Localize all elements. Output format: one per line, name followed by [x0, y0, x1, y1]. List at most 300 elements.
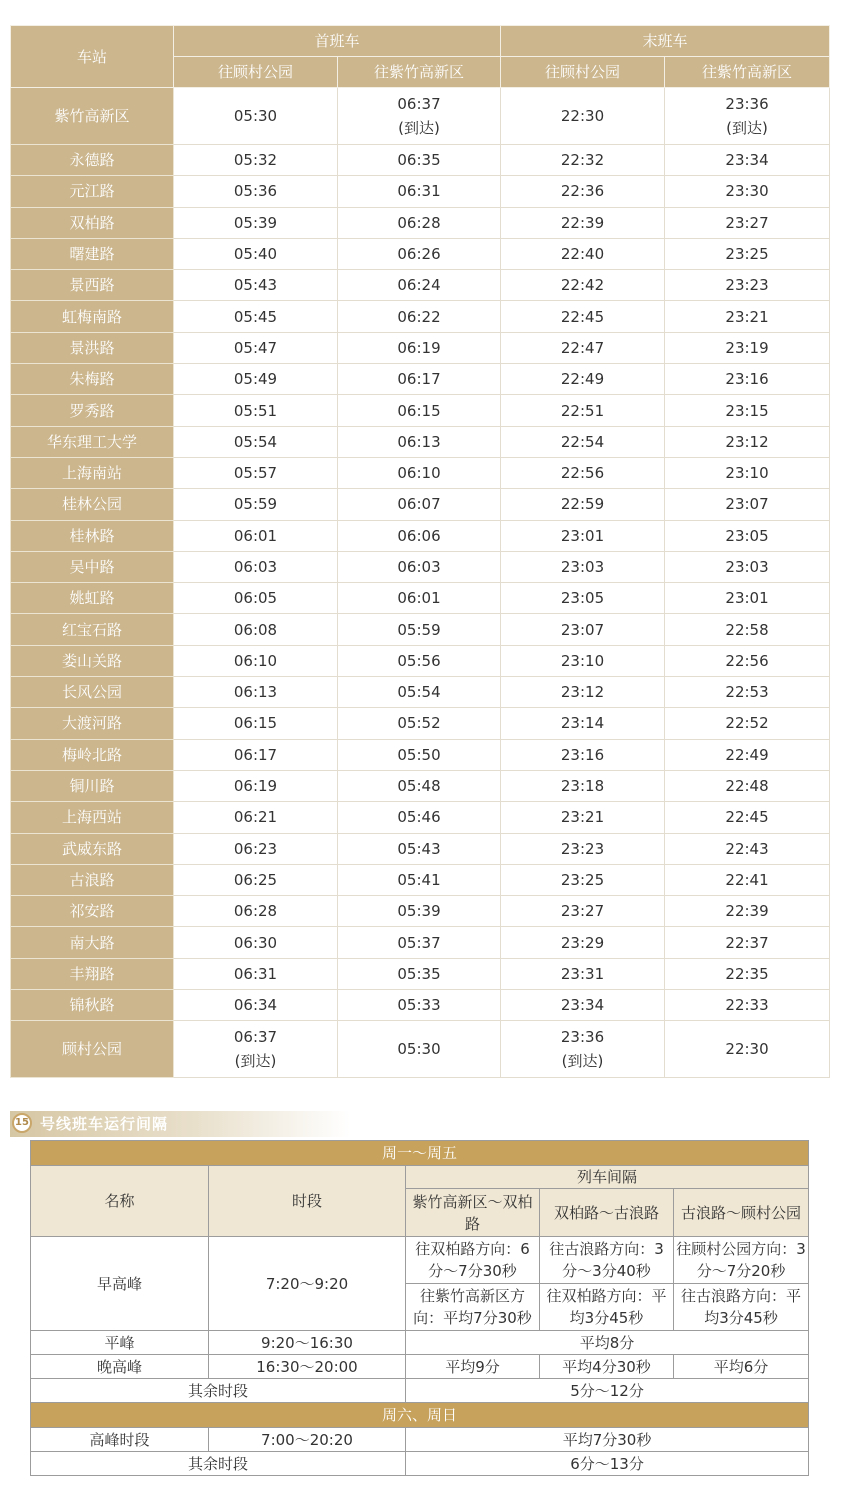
- time-value: 23:34: [560, 996, 605, 1015]
- am-peak-seg1-b: 往紫竹高新区方向：平均7分30秒: [406, 1284, 540, 1331]
- arrival-note: (到达): [726, 119, 768, 137]
- time-cell-first-gucun: [174, 1021, 338, 1078]
- station-name: 古浪路: [11, 864, 174, 895]
- station-name: 曙建路: [11, 238, 174, 269]
- time-cell-first-gucun: [174, 927, 338, 958]
- time-value: 22:33: [725, 996, 769, 1015]
- time-value: 05:32: [233, 151, 278, 170]
- time-cell-last-gucun: [501, 583, 665, 614]
- time-value: 22:40: [560, 245, 605, 264]
- time-cell-last-zizhu: [665, 551, 830, 582]
- time-cell-last-zizhu: [665, 864, 830, 895]
- time-value: 06:30: [233, 933, 278, 952]
- time-value: 22:54: [560, 432, 605, 451]
- col-name-header: 名称: [31, 1166, 209, 1237]
- time-value: 23:29: [560, 933, 605, 952]
- time-cell-last-gucun: [501, 958, 665, 989]
- time-value: 22:48: [725, 777, 769, 796]
- time-cell-last-gucun: [501, 457, 665, 488]
- time-cell-first-zizhu: [338, 238, 501, 269]
- other-weekday-name: 其余时段: [31, 1379, 406, 1403]
- time-value: 06:25: [233, 870, 278, 889]
- time-cell-last-zizhu: [665, 833, 830, 864]
- time-value: 23:23: [725, 276, 769, 295]
- time-value: 22:49: [560, 370, 605, 389]
- time-value: 05:51: [233, 401, 278, 420]
- time-value: 22:45: [560, 307, 605, 326]
- time-cell-last-zizhu: [665, 708, 830, 739]
- time-cell-first-gucun: [174, 207, 338, 238]
- station-name: 红宝石路: [11, 614, 174, 645]
- station-name: 双柏路: [11, 207, 174, 238]
- time-value: 06:23: [233, 839, 278, 858]
- time-cell-first-gucun: [174, 677, 338, 708]
- time-cell-last-zizhu: [665, 88, 830, 145]
- time-value: 06:37: [233, 1028, 278, 1047]
- time-cell-last-zizhu: [665, 332, 830, 363]
- time-cell-last-gucun: [501, 770, 665, 801]
- time-value: 23:31: [560, 964, 605, 983]
- time-cell-first-zizhu: [338, 958, 501, 989]
- time-cell-last-zizhu: [665, 457, 830, 488]
- time-value: 06:15: [233, 714, 278, 733]
- pm-peak-period: 16:30～20:00: [209, 1355, 406, 1379]
- time-value: 05:49: [233, 370, 278, 389]
- time-value: 05:59: [233, 495, 278, 514]
- time-cell-last-gucun: [501, 1021, 665, 1078]
- time-value: 23:01: [725, 589, 769, 608]
- time-value: 06:34: [233, 996, 278, 1015]
- table-row: [11, 270, 830, 301]
- time-value: 06:10: [397, 464, 441, 483]
- station-name: 梅岭北路: [11, 739, 174, 770]
- table-row: [11, 551, 830, 582]
- arrival-note: (到达): [561, 1052, 604, 1071]
- time-value: 06:35: [397, 151, 441, 170]
- time-value: 06:05: [233, 589, 278, 608]
- time-cell-first-zizhu: [338, 176, 501, 207]
- time-cell-last-gucun: [501, 645, 665, 676]
- time-cell-last-gucun: [501, 88, 665, 145]
- time-value: 06:10: [233, 651, 278, 670]
- time-value: 23:36: [560, 1028, 605, 1047]
- station-name: 南大路: [11, 927, 174, 958]
- station-name: 朱梅路: [11, 364, 174, 395]
- pm-peak-seg1: 平均9分: [406, 1355, 540, 1379]
- time-value: 22:47: [560, 338, 605, 357]
- time-cell-last-zizhu: [665, 802, 830, 833]
- time-cell-last-gucun: [501, 426, 665, 457]
- time-value: 06:28: [397, 213, 441, 232]
- table-row: [11, 395, 830, 426]
- time-cell-last-zizhu: [665, 958, 830, 989]
- station-name: 元江路: [11, 176, 174, 207]
- time-value: 05:37: [397, 933, 441, 952]
- time-cell-last-gucun: [501, 927, 665, 958]
- time-cell-last-gucun: [501, 677, 665, 708]
- time-value: 05:59: [397, 620, 441, 639]
- time-cell-first-zizhu: [338, 896, 501, 927]
- table-row: [11, 301, 830, 332]
- table-row: [11, 739, 830, 770]
- weekend-peak-value: 平均7分30秒: [406, 1428, 809, 1452]
- time-value: 22:30: [725, 1040, 769, 1059]
- station-name: 桂林路: [11, 520, 174, 551]
- table-row: [11, 332, 830, 363]
- table-row: [11, 520, 830, 551]
- time-cell-first-gucun: [174, 864, 338, 895]
- table-row: [11, 1021, 830, 1078]
- time-value: 23:12: [560, 683, 605, 702]
- time-value: 05:30: [233, 107, 278, 125]
- time-value: 22:41: [725, 870, 769, 889]
- time-cell-first-zizhu: [338, 364, 501, 395]
- time-cell-first-gucun: [174, 708, 338, 739]
- header-first-dir-gucun: 往顾村公园: [174, 57, 338, 88]
- header-last-dir-gucun: 往顾村公园: [501, 57, 665, 88]
- time-cell-first-gucun: [174, 551, 338, 582]
- time-cell-first-zizhu: [338, 614, 501, 645]
- time-value: 23:14: [560, 714, 605, 733]
- station-name: 吴中路: [11, 551, 174, 582]
- weekend-peak-name: 高峰时段: [31, 1428, 209, 1452]
- time-cell-last-zizhu: [665, 614, 830, 645]
- time-value: 05:57: [233, 464, 278, 483]
- time-value: 05:54: [397, 683, 441, 702]
- time-value: 05:48: [397, 777, 441, 796]
- time-cell-last-gucun: [501, 301, 665, 332]
- time-value: 05:54: [233, 432, 278, 451]
- time-cell-first-zizhu: [338, 301, 501, 332]
- station-name: 丰翔路: [11, 958, 174, 989]
- time-cell-last-gucun: [501, 739, 665, 770]
- header-first-train: 首班车: [174, 26, 501, 57]
- time-value: 22:36: [560, 182, 605, 201]
- time-cell-first-zizhu: [338, 520, 501, 551]
- table-row: [11, 583, 830, 614]
- segment-1-header: 紫竹高新区～双柏路: [406, 1189, 540, 1237]
- time-value: 05:41: [397, 870, 441, 889]
- time-value: 22:56: [560, 464, 605, 483]
- time-value: 05:40: [233, 245, 278, 264]
- time-value: 23:07: [560, 620, 605, 639]
- arrival-note: (到达): [398, 119, 440, 137]
- time-value: 22:43: [725, 839, 769, 858]
- am-peak-seg2-a: 往古浪路方向：3分～3分40秒: [540, 1237, 674, 1284]
- station-name: 华东理工大学: [11, 426, 174, 457]
- header-station: 车站: [11, 26, 174, 88]
- time-value: 22:59: [560, 495, 605, 514]
- time-value: 05:43: [233, 276, 278, 295]
- col-interval-header: 列车间隔: [406, 1166, 809, 1189]
- time-cell-last-zizhu: [665, 583, 830, 614]
- time-cell-first-gucun: [174, 426, 338, 457]
- time-value: 23:05: [725, 526, 769, 545]
- time-value: 23:05: [560, 589, 605, 608]
- time-cell-first-zizhu: [338, 395, 501, 426]
- time-cell-first-zizhu: [338, 332, 501, 363]
- time-cell-last-zizhu: [665, 270, 830, 301]
- table-row: [11, 457, 830, 488]
- time-value: 22:58: [725, 620, 769, 639]
- am-peak-name: 早高峰: [31, 1237, 209, 1331]
- time-cell-first-zizhu: [338, 770, 501, 801]
- time-value: 05:45: [233, 307, 278, 326]
- time-cell-first-gucun: [174, 270, 338, 301]
- station-name: 姚虹路: [11, 583, 174, 614]
- time-value: 22:52: [725, 714, 769, 733]
- time-value: 23:19: [725, 338, 769, 357]
- time-cell-last-zizhu: [665, 301, 830, 332]
- table-row: [11, 833, 830, 864]
- time-value: 22:56: [725, 651, 769, 670]
- time-cell-last-gucun: [501, 802, 665, 833]
- time-value: 05:39: [233, 213, 278, 232]
- table-row: [11, 770, 830, 801]
- time-cell-last-gucun: [501, 207, 665, 238]
- am-peak-period: 7:20～9:20: [209, 1237, 406, 1331]
- time-value: 06:08: [233, 620, 278, 639]
- weekday-band: 周一～周五: [31, 1141, 809, 1166]
- time-value: 23:25: [725, 245, 769, 264]
- time-value: 23:03: [560, 558, 605, 576]
- time-value: 23:15: [725, 401, 769, 420]
- time-value: 22:32: [560, 151, 605, 170]
- table-row: [11, 802, 830, 833]
- time-cell-first-zizhu: [338, 1021, 501, 1078]
- time-cell-first-zizhu: [338, 864, 501, 895]
- time-value: 06:21: [233, 808, 278, 827]
- time-value: 05:30: [397, 1040, 441, 1059]
- time-value: 06:31: [397, 182, 441, 201]
- time-value: 22:53: [725, 683, 769, 702]
- time-cell-first-gucun: [174, 332, 338, 363]
- time-value: 23:16: [560, 745, 605, 764]
- other-weekday-value: 5分～12分: [406, 1379, 809, 1403]
- time-cell-last-zizhu: [665, 520, 830, 551]
- header-first-dir-zizhu: 往紫竹高新区: [338, 57, 501, 88]
- time-cell-first-zizhu: [338, 270, 501, 301]
- time-cell-first-zizhu: [338, 457, 501, 488]
- station-name: 顾村公园: [11, 1021, 174, 1078]
- station-name: 长风公园: [11, 677, 174, 708]
- time-value: 05:50: [397, 745, 441, 764]
- time-value: 06:31: [233, 964, 278, 983]
- time-value: 22:35: [725, 964, 769, 983]
- time-cell-last-gucun: [501, 489, 665, 520]
- time-value: 06:17: [397, 370, 441, 389]
- pm-peak-seg3: 平均6分: [674, 1355, 809, 1379]
- time-cell-first-gucun: [174, 88, 338, 145]
- time-cell-first-gucun: [174, 990, 338, 1021]
- time-value: 23:23: [560, 839, 605, 858]
- time-cell-last-gucun: [501, 145, 665, 176]
- off-peak-name: 平峰: [31, 1331, 209, 1355]
- table-row: [11, 145, 830, 176]
- time-cell-last-zizhu: [665, 176, 830, 207]
- table-row: [11, 645, 830, 676]
- time-cell-first-zizhu: [338, 551, 501, 582]
- time-value: 23:03: [725, 558, 769, 576]
- time-cell-last-zizhu: [665, 645, 830, 676]
- time-cell-first-gucun: [174, 145, 338, 176]
- table-row: [11, 708, 830, 739]
- time-value: 06:03: [397, 558, 441, 576]
- time-value: 05:36: [233, 182, 278, 201]
- time-value: 06:19: [397, 338, 441, 357]
- time-cell-first-zizhu: [338, 677, 501, 708]
- station-name: 大渡河路: [11, 708, 174, 739]
- time-cell-first-gucun: [174, 301, 338, 332]
- time-cell-first-gucun: [174, 238, 338, 269]
- time-cell-first-gucun: [174, 489, 338, 520]
- time-value: 05:33: [397, 996, 441, 1015]
- time-value: 23:21: [725, 307, 769, 326]
- time-value: 06:26: [397, 245, 441, 264]
- table-row: [11, 927, 830, 958]
- time-cell-last-zizhu: [665, 990, 830, 1021]
- time-value: 06:22: [397, 307, 441, 326]
- table-row: [11, 896, 830, 927]
- station-name: 桂林公园: [11, 489, 174, 520]
- station-name: 上海西站: [11, 802, 174, 833]
- arrival-note: (到达): [234, 1052, 277, 1071]
- other-weekend-value: 6分～13分: [406, 1452, 809, 1476]
- time-value: 22:51: [560, 401, 605, 420]
- time-cell-last-gucun: [501, 395, 665, 426]
- time-cell-last-zizhu: [665, 238, 830, 269]
- time-cell-first-gucun: [174, 520, 338, 551]
- time-cell-first-gucun: [174, 770, 338, 801]
- am-peak-seg1-a: 往双柏路方向：6分～7分30秒: [406, 1237, 540, 1284]
- time-cell-last-zizhu: [665, 426, 830, 457]
- time-value: 05:52: [397, 714, 441, 733]
- time-cell-first-zizhu: [338, 426, 501, 457]
- time-cell-first-gucun: [174, 176, 338, 207]
- time-cell-last-zizhu: [665, 927, 830, 958]
- time-cell-first-zizhu: [338, 145, 501, 176]
- time-cell-last-gucun: [501, 708, 665, 739]
- station-name: 娄山关路: [11, 645, 174, 676]
- time-cell-last-gucun: [501, 896, 665, 927]
- station-name: 永德路: [11, 145, 174, 176]
- table-row: [11, 864, 830, 895]
- time-value: 06:37: [397, 95, 441, 113]
- time-value: 22:42: [560, 276, 605, 295]
- station-name: 锦秋路: [11, 990, 174, 1021]
- time-value: 05:46: [397, 808, 441, 827]
- table-row: [11, 958, 830, 989]
- time-value: 23:07: [725, 495, 769, 514]
- table-row: [11, 88, 830, 145]
- time-value: 06:06: [397, 526, 441, 545]
- time-value: 05:39: [397, 902, 441, 921]
- time-cell-first-zizhu: [338, 802, 501, 833]
- table-row: [11, 238, 830, 269]
- am-peak-seg3-a: 往顾村公园方向：3分～7分20秒: [674, 1237, 809, 1284]
- time-cell-last-gucun: [501, 520, 665, 551]
- weekend-peak-period: 7:00～20:20: [209, 1428, 406, 1452]
- table-row: [11, 489, 830, 520]
- am-peak-seg3-b: 往古浪路方向：平均3分45秒: [674, 1284, 809, 1331]
- time-value: 23:36: [725, 95, 769, 113]
- time-cell-first-zizhu: [338, 990, 501, 1021]
- time-cell-last-gucun: [501, 990, 665, 1021]
- time-value: 05:35: [397, 964, 441, 983]
- time-cell-first-gucun: [174, 958, 338, 989]
- time-cell-last-gucun: [501, 864, 665, 895]
- station-name: 武威东路: [11, 833, 174, 864]
- time-value: 23:01: [560, 526, 605, 545]
- off-peak-value: 平均8分: [406, 1331, 809, 1355]
- time-value: 06:28: [233, 902, 278, 921]
- time-value: 22:45: [725, 808, 769, 827]
- time-value: 05:43: [397, 839, 441, 858]
- time-cell-first-gucun: [174, 802, 338, 833]
- time-cell-first-gucun: [174, 896, 338, 927]
- off-peak-period: 9:20～16:30: [209, 1331, 406, 1355]
- interval-table: [30, 1140, 809, 1476]
- time-value: 06:19: [233, 777, 278, 796]
- table-row: [11, 677, 830, 708]
- time-value: 22:39: [560, 213, 605, 232]
- time-cell-first-gucun: [174, 833, 338, 864]
- section-title: 号线班车运行间隔: [40, 1115, 169, 1133]
- other-weekend-name: 其余时段: [31, 1452, 406, 1476]
- time-cell-last-zizhu: [665, 207, 830, 238]
- time-cell-last-zizhu: [665, 739, 830, 770]
- time-cell-last-zizhu: [665, 364, 830, 395]
- time-cell-first-zizhu: [338, 207, 501, 238]
- time-cell-last-gucun: [501, 551, 665, 582]
- time-cell-last-zizhu: [665, 489, 830, 520]
- time-value: 05:47: [233, 338, 278, 357]
- time-cell-last-zizhu: [665, 677, 830, 708]
- time-cell-first-zizhu: [338, 645, 501, 676]
- time-value: 06:17: [233, 745, 278, 764]
- col-period-header: 时段: [209, 1166, 406, 1237]
- time-value: 23:27: [560, 902, 605, 921]
- time-value: 06:03: [233, 558, 278, 576]
- time-value: 23:12: [725, 432, 769, 451]
- time-value: 22:39: [725, 902, 769, 921]
- time-cell-first-gucun: [174, 645, 338, 676]
- time-value: 23:18: [560, 777, 605, 796]
- time-cell-first-zizhu: [338, 708, 501, 739]
- time-cell-last-gucun: [501, 176, 665, 207]
- time-value: 23:21: [560, 808, 605, 827]
- time-value: 06:01: [233, 526, 278, 545]
- time-cell-first-gucun: [174, 614, 338, 645]
- station-name: 祁安路: [11, 896, 174, 927]
- table-row: [11, 426, 830, 457]
- time-value: 06:13: [397, 432, 441, 451]
- time-cell-last-zizhu: [665, 145, 830, 176]
- time-value: 23:16: [725, 370, 769, 389]
- header-last-dir-zizhu: 往紫竹高新区: [665, 57, 830, 88]
- weekend-band: 周六、周日: [31, 1403, 809, 1428]
- time-cell-first-zizhu: [338, 927, 501, 958]
- segment-2-header: 双柏路～古浪路: [540, 1189, 674, 1237]
- time-value: 06:13: [233, 683, 278, 702]
- time-cell-last-gucun: [501, 332, 665, 363]
- time-cell-first-zizhu: [338, 489, 501, 520]
- table-row: [11, 614, 830, 645]
- station-name: 景西路: [11, 270, 174, 301]
- time-cell-first-gucun: [174, 395, 338, 426]
- time-cell-first-gucun: [174, 364, 338, 395]
- time-value: 23:25: [560, 870, 605, 889]
